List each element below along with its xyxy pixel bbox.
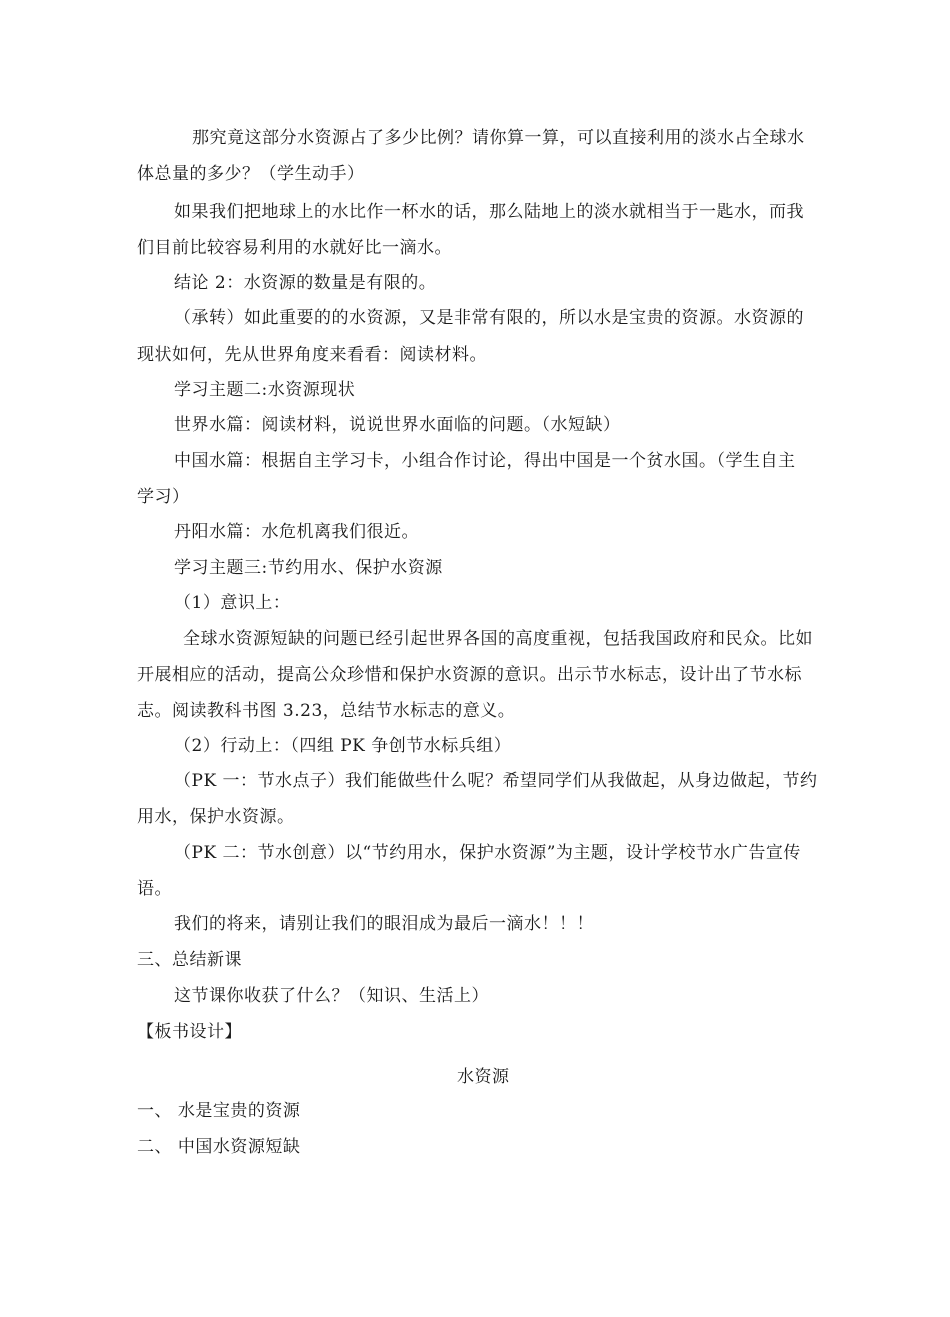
paragraph-line: 丹阳水篇：水危机离我们很近。 [174, 522, 419, 542]
paragraph-line: 体总量的多少？（学生动手） [137, 164, 365, 184]
subsection-heading: （2）行动上：（四组 PK 争创节水标兵组） [174, 736, 512, 756]
section-heading: 学习主题二:水资源现状 [174, 380, 356, 400]
paragraph-line: 全球水资源短缺的问题已经引起世界各国的高度重视，包括我国政府和民众。比如 [183, 629, 813, 649]
board-item: 一、 水是宝贵的资源 [137, 1101, 301, 1121]
paragraph-line: （PK 二：节水创意）以“节约用水，保护水资源”为主题，设计学校节水广告宣传 [174, 843, 801, 863]
section-heading: 【板书设计】 [137, 1022, 242, 1042]
board-title: 水资源 [457, 1067, 510, 1087]
paragraph-line: 这节课你收获了什么？（知识、生活上） [174, 986, 489, 1006]
paragraph-line: 世界水篇：阅读材料，说说世界水面临的问题。（水短缺） [174, 415, 621, 435]
paragraph-line: 学习） [137, 487, 190, 507]
paragraph-line: 中国水篇：根据自主学习卡，小组合作讨论，得出中国是一个贫水国。（学生自主 [174, 451, 796, 471]
paragraph-line: 现状如何，先从世界角度来看看：阅读材料。 [137, 345, 487, 365]
section-heading: 三、总结新课 [137, 950, 242, 970]
paragraph-line: 我们的将来，请别让我们的眼泪成为最后一滴水！！！ [174, 914, 594, 934]
section-heading: 学习主题三:节约用水、保护水资源 [174, 558, 443, 578]
paragraph-line: 志。阅读教科书图 3.23，总结节水标志的意义。 [137, 701, 516, 721]
paragraph-line: 如果我们把地球上的水比作一杯水的话，那么陆地上的淡水就相当于一匙水，而我 [174, 202, 804, 222]
paragraph-line: 用水，保护水资源。 [137, 807, 295, 827]
board-item: 二、 中国水资源短缺 [137, 1137, 301, 1157]
paragraph-line: 们目前比较容易利用的水就好比一滴水。 [137, 238, 452, 258]
paragraph-line: （承转）如此重要的的水资源，又是非常有限的，所以水是宝贵的资源。水资源的 [174, 308, 804, 328]
paragraph-line: （PK 一：节水点子）我们能做些什么呢？希望同学们从我做起，从身边做起，节约 [174, 771, 818, 791]
paragraph-line: 语。 [137, 879, 172, 899]
subsection-heading: （1）意识上： [174, 593, 291, 613]
paragraph-line: 那究竟这部分水资源占了多少比例？请你算一算，可以直接利用的淡水占全球水 [192, 128, 805, 148]
paragraph-line: 开展相应的活动，提高公众珍惜和保护水资源的意识。出示节水标志，设计出了节水标 [137, 665, 802, 685]
paragraph-line: 结论 2：水资源的数量是有限的。 [174, 273, 437, 293]
